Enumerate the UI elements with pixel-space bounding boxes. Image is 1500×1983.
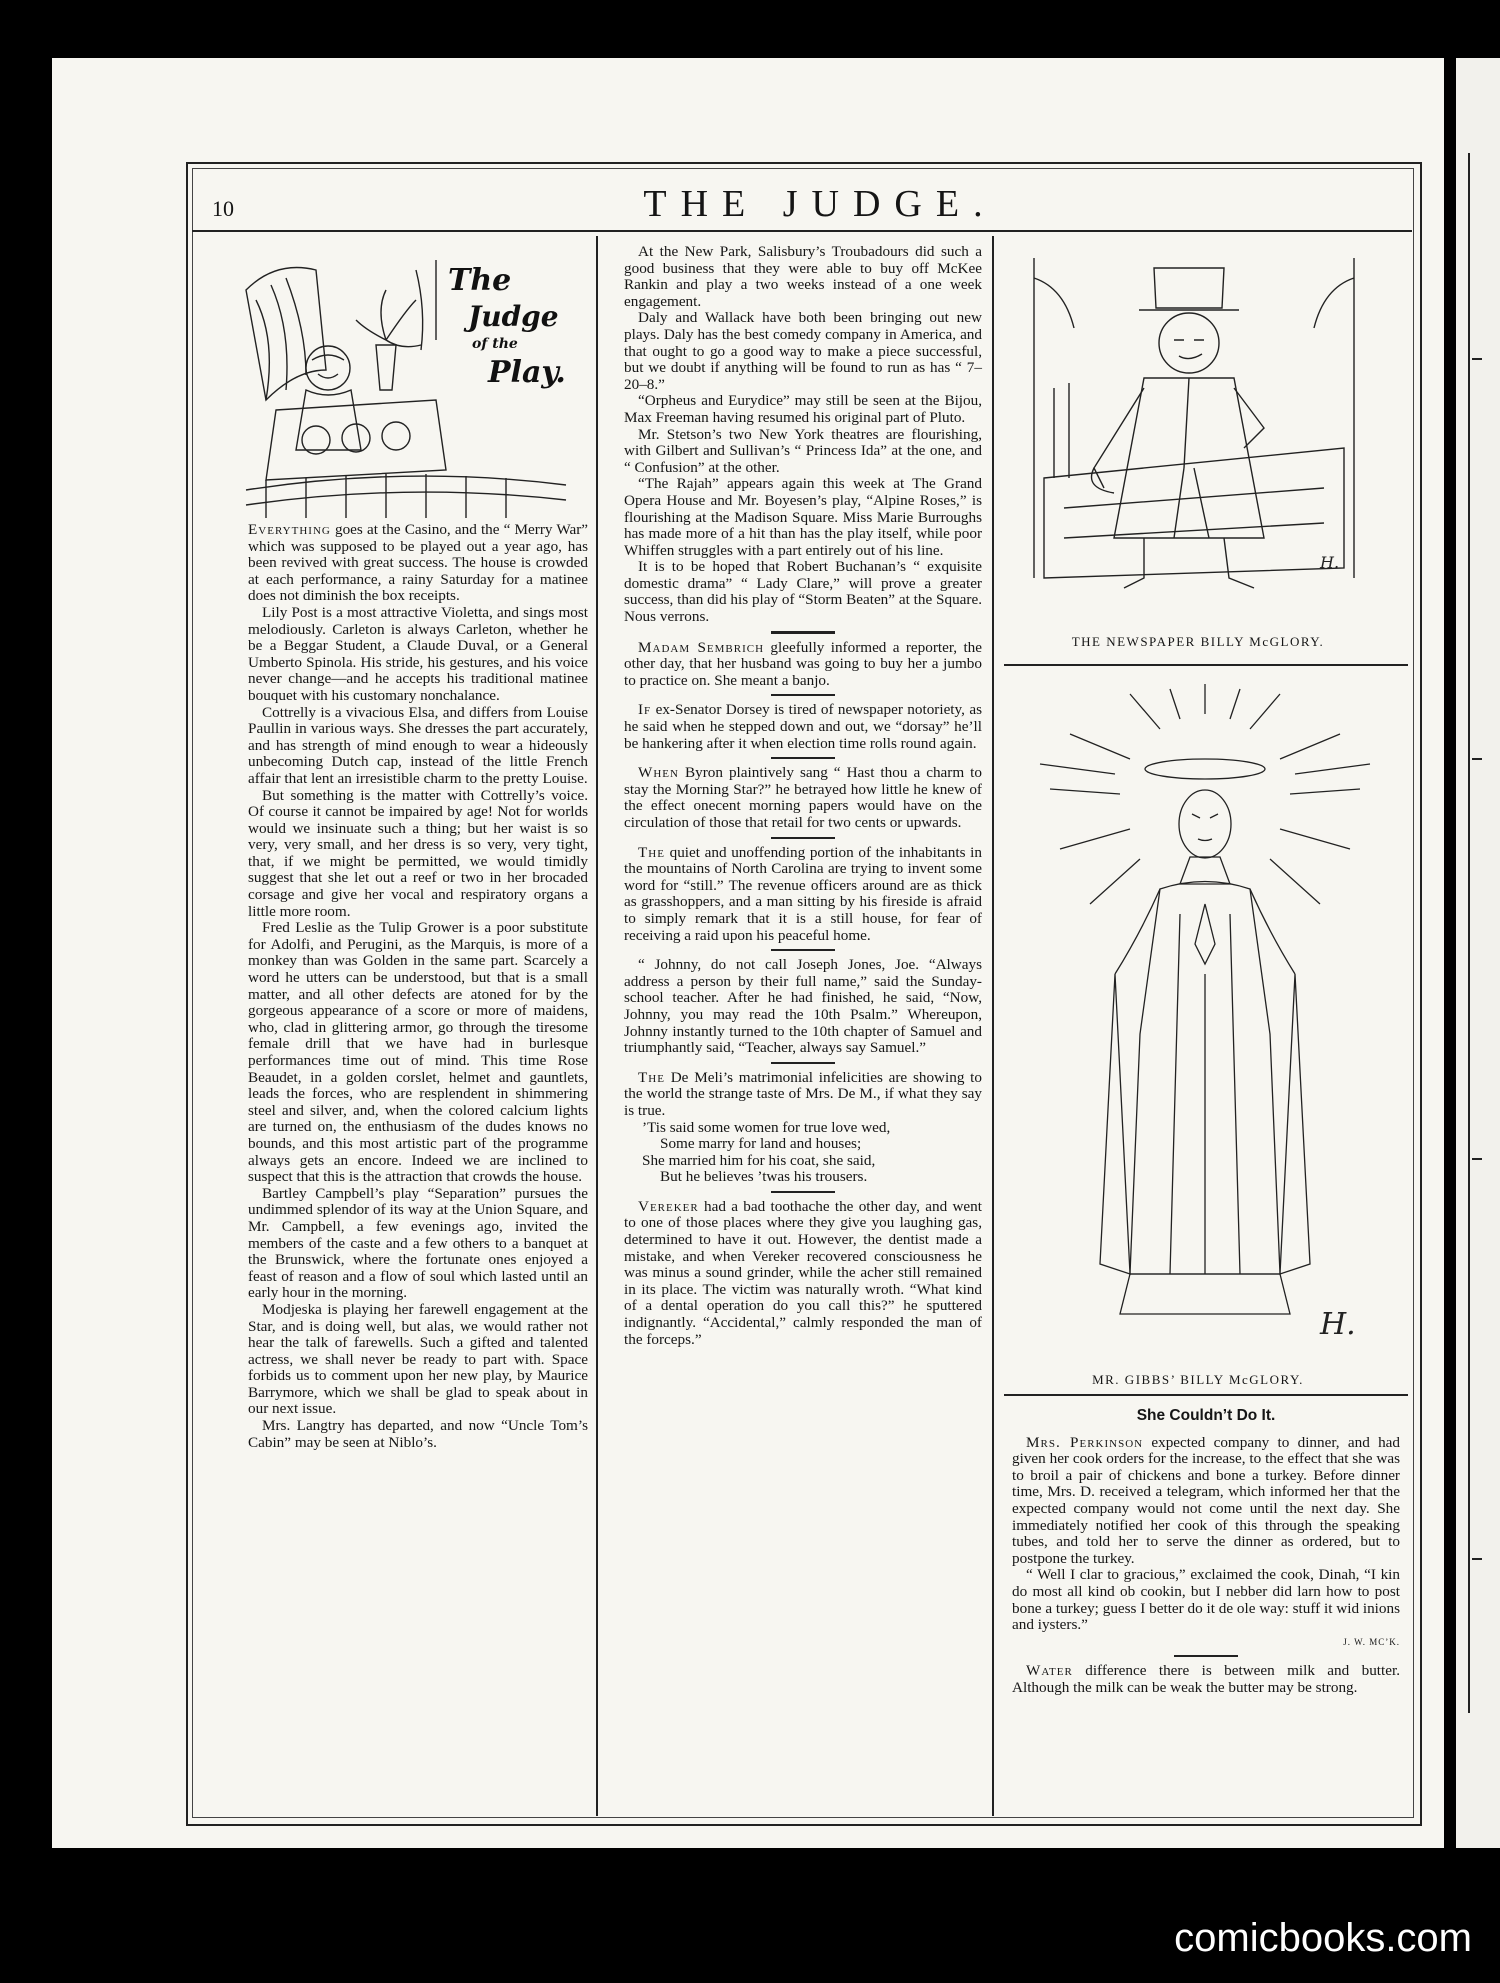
col1-paragraph: Everything goes at the Casino, and the “ Merry War” which was supposed to be played out a year ago, has been revived with great success. The house is crowded at each performance, a rainy Saturday for a matinee does not diminish the box receipts. (248, 521, 588, 605)
perkinson-item: Mrs. Perkinson expected company to dinner, and had given her cook orders for the increase, to the effect that she was to broil a pair of chickens and bone a turkey. Before dinner time, Mrs. D. received a telegram, which informed her that the expected company would not come until the next day. She immediately notified her cook of this through the speaking tubes, and told her to serve the dinner as ordered, but to postpone the turkey. (1012, 1433, 1400, 1567)
newspaper-billy-mcglory-illustration (1024, 248, 1364, 628)
col2-paragraph: At the New Park, Salisbury’s Troubadours did such a good business that they were able to buy off McKee Rankin and play a two weeks instead of a one week engagement. (624, 243, 982, 310)
artist-mark: H. (1320, 1307, 1356, 1342)
verse-line: But he believes ’twas his trousers. (660, 1168, 868, 1186)
section-title: She Couldn’t Do It. (1136, 1407, 1276, 1424)
carolina-item: The quiet and unoffending portion of the inhabitants in the mountains of North Carolina are trying to invent some word for “still.” The revenue officers around are as thick as grasshoppers, and a man sitting by his fireside is afraid to simply remark that it is a still house, for fear of receiving a raid upon his peaceful home. (624, 843, 982, 944)
col2-paragraph: “The Rajah” appears again this week at The Grand Opera House and Mr. Boyesen’s play, “Alpine Roses,” is flourishing at the Madison Square. Miss Marie Burroughs has made more of a hit than has the play itself, while poor Whiffen struggles with a part entirely out of his line. (624, 475, 982, 559)
column-rule-1 (596, 236, 598, 1816)
demeli-item: The De Meli’s matrimonial infelicities are showing to the world the strange taste of Mrs. De M., if what they say is true. (624, 1068, 982, 1119)
section-separator (771, 631, 835, 634)
caption-mr-gibbs-billy: MR. GIBBS’ BILLY McGLORY. (1092, 1372, 1304, 1387)
col1-paragraph: Bartley Campbell’s play “Separation” pursues the undimmed splendor of its way at the Union Square, and Mr. Campbell, a few evenings ago, invited the members of the caste and a few others to a banquet at the Brunswick, where the fortunate ones enjoyed a feast of reason and a flow of soul which lasted until an early hour in the morning. (248, 1184, 588, 1302)
col2-paragraph: Mr. Stetson’s two New York theatres are flourishing, with Gilbert and Sullivan’s “ Princess Ida” at the one, and “ Confusion” at the other. (624, 425, 982, 476)
col1-paragraph: Modjeska is playing her farewell engagement at the Star, and is doing well, but alas, we would rather not hear the talk of farewells. Such a gifted and talented actress, we shall never be ready to part with. Space forbids us to comment upon her new play, by Maurice Barrymore, which we shall be glad to speak about in our next issue. (248, 1300, 588, 1418)
artist-mark: H. (1320, 553, 1340, 572)
art-title-line-4: Play. (488, 355, 566, 390)
col1-paragraph: Cottrelly is a vivacious Elsa, and differs from Louise Paullin in various ways. She dresses the part accurately, and has strength of mind enough to wear a hideously unbecoming Dutch cap, instead of the little French affair that lent an irresistible charm to the pretty Louise. (248, 703, 588, 787)
illustration-rule (1004, 664, 1408, 666)
dinah-item: “ Well I clar to gracious,” exclaimed the cook, Dinah, “I kin do most all kind ob cookin, but I nebber did larn how to post bone a turkey; guess I better do it de ole way: stuff it wid inions and iysters.” (1012, 1566, 1400, 1634)
demeli-verse (624, 1120, 982, 1186)
sembrich-item: Madam Sembrich gleefully informed a reporter, the other day, that her husband was going to buy her a jumbo to practice on. She meant a banjo. (624, 638, 982, 689)
col1-paragraph: But something is the matter with Cottrelly’s voice. Of course it cannot be impaired by age! Not for worlds would we insinuate such a thing; but her waist is so very, very small, and her dress is so very, very tight, that, if we might be permitted, we would timidly suggest that she let out a reef or two in her brocaded corsage and give her vocal and respiratory organs a little more room. (248, 786, 588, 920)
adjacent-page-edge (1456, 58, 1500, 1848)
signature: J. W. MC’K. (1343, 1636, 1400, 1647)
col2-paragraph: It is to be hoped that Robert Buchanan’s “ exquisite domestic drama” “ Lady Clare,” will prove a greater success, than did his play of “Storm Beaten” at the Square. Nous verrons. (624, 558, 982, 626)
johnny-item: “ Johnny, do not call Joseph Jones, Joe. “Always address a person by their full name,” said the Sunday-school teacher. After he had finished, he said, “Now, Johnny, you may read the 10th Psalm.” Whereupon, Johnny instantly turned to the 10th chapter of Samuel and triumphantly said, “Teacher, always say Samuel.” (624, 956, 982, 1057)
caption-newspaper-billy: THE NEWSPAPER BILLY McGLORY. (1071, 634, 1325, 649)
column-1 (248, 522, 588, 1451)
section-separator (771, 1191, 835, 1193)
art-title-line-2: Judge (468, 300, 559, 333)
page-number: 10 (212, 196, 234, 221)
column-rule-2 (992, 236, 994, 1816)
section-separator (1174, 1655, 1238, 1657)
dorsey-item: If ex-Senator Dorsey is tired of newspaper notoriety, as he said when he stepped down and out, we “dorsay” he’ll be hankering after it when election time rolls round again. (624, 701, 982, 752)
illustration-rule (1004, 1394, 1408, 1396)
section-separator (771, 837, 835, 839)
judge-of-the-play-illustration (236, 250, 576, 520)
masthead-rule (192, 230, 1412, 232)
verse-line: Some marry for land and houses; (660, 1135, 862, 1153)
section-separator (771, 1062, 835, 1064)
section-separator (771, 757, 835, 759)
vereker-item: Vereker had a bad toothache the other day, and went to one of those places where they give you laughing gas, determined to have it out. However, the dentist made a mistake, and when Vereker recovered consciousness he was minus a sound grinder, while the acher still remained in its place. The victim was naturally wroth. “What kind of a dental operation do you call this?” he sputtered indignantly. “Accidental,” calmly responded the man of the forceps.” (624, 1197, 982, 1348)
verse-line: ’Tis said some women for true love wed, (642, 1118, 891, 1136)
mr-gibbs-billy-mcglory-illustration (1020, 674, 1390, 1364)
col1-paragraph: Lily Post is a most attractive Violetta, and sings most melodiously. Carleton is always Carleton, whether he be a Beggar Student, a Claude Duval, or a General Umberto Spinola. His stride, his gestures, and his voice never change—and he accepts his traditional matinee bouquet with his customary nonchalance. (248, 603, 588, 704)
col2-paragraph: “Orpheus and Eurydice” may still be seen at the Bijou, Max Freeman having resumed his original part of Pluto. (624, 392, 982, 426)
byron-item: When Byron plaintively sang “ Hast thou a charm to stay the Morning Star?” he betrayed how little he knew of the effect onecent morning papers would have on the circulation of those that retail for two cents or upwards. (624, 764, 982, 831)
art-title-line-3: of the (472, 336, 518, 352)
col1-paragraph: Fred Leslie as the Tulip Grower is a poor substitute for Adolfi, and Perugini, as the Marquis, is more of a monkey than was Golden in the same part. Scarcely a word he utters can be understood, but that is a small matter, and all other defects are atoned for by the gorgeous appearance of a score or more of maidens, who, clad in glittering armor, go through the tiresome female drill that we have had in burlesque performances time out of mind. This time Rose Beaudet, in a golden corslet, helmet and gauntlets, leads the forces, who are resplendent in shimmering steel and silver, and, when the colored calcium lights are turned on, the enthusiasm of the dudes knows no bounds, and this most artistic part of the programme always gets an encore. Indeed we are inclined to suspect that this is the attraction that crowds the house. (248, 919, 588, 1186)
section-separator (771, 694, 835, 696)
column-3-text (1012, 1402, 1400, 1697)
section-separator (771, 949, 835, 951)
art-title-line-1: The (448, 263, 512, 298)
col1-paragraph: Mrs. Langtry has departed, and now “Uncle Tom’s Cabin” may be seen at Niblo’s. (248, 1417, 588, 1451)
masthead-title: THE JUDGE. (643, 183, 997, 225)
verse-line: She married him for his coat, she said, (642, 1151, 876, 1169)
water-item: Water difference there is between milk and butter. Although the milk can be weak the butter may be strong. (1012, 1662, 1400, 1696)
col2-paragraph: Daly and Wallack have both been bringing out new plays. Daly has the best comedy company in America, and that ought to go a good way to make a piece successful, but we doubt if anything will be found to run as has “ 7–20–8.” (624, 309, 982, 393)
column-2 (624, 244, 982, 1348)
watermark: comicbooks.com (1174, 1916, 1472, 1960)
